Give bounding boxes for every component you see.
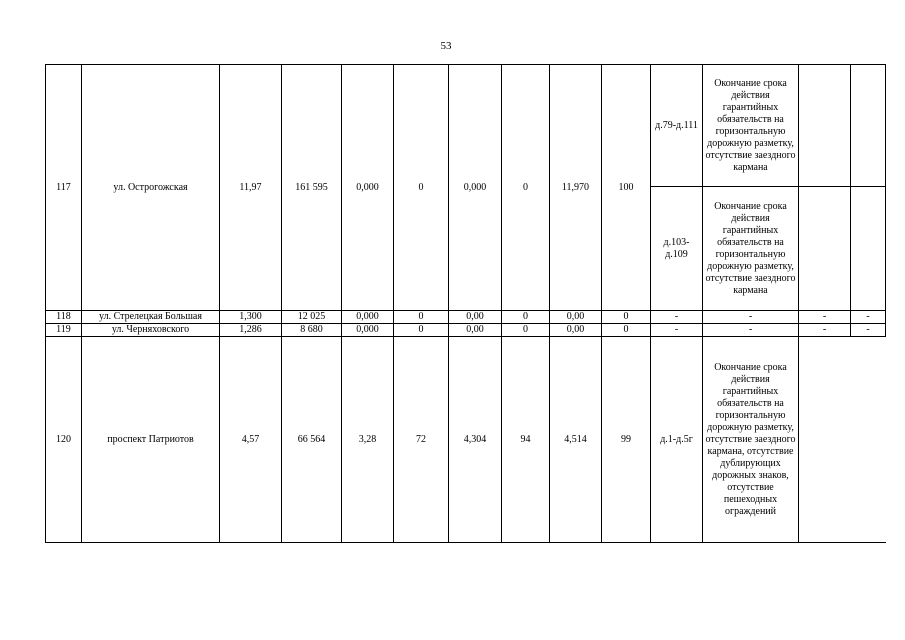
section-range: д.79-д.111 (651, 65, 703, 187)
cell-e1: - (799, 324, 851, 337)
cell-c6: 72 (394, 337, 449, 543)
row-number: 118 (46, 311, 82, 324)
remark-cell: Окончание срока действия гарантийных обязательств на горизонтальную дорожную разметку, отсутствие заездного кармана (703, 65, 799, 187)
cell-c7: 0,00 (449, 311, 502, 324)
cell-c7: 0,000 (449, 65, 502, 311)
cell-c3: 1,300 (220, 311, 282, 324)
cell-c4: 66 564 (282, 337, 342, 543)
cell-e2: - (851, 311, 886, 324)
section-range: д.103-д.109 (651, 187, 703, 311)
street-name: ул. Острогожская (82, 65, 220, 311)
table-row (46, 65, 886, 187)
cell-c9: 0,00 (550, 311, 602, 324)
cell-c4: 8 680 (282, 324, 342, 337)
cell-c4: 161 595 (282, 65, 342, 311)
section-range: - (651, 311, 703, 324)
cell-e1 (799, 187, 851, 311)
street-name: ул. Черняховского (82, 324, 220, 337)
cell-c8: 94 (502, 337, 550, 543)
street-name: проспект Патриотов (82, 337, 220, 543)
table-row (46, 311, 886, 324)
cell-e2 (851, 187, 886, 311)
cell-c8: 0 (502, 311, 550, 324)
cell-c3: 11,97 (220, 65, 282, 311)
remark-cell: - (703, 324, 799, 337)
cell-c5: 3,28 (342, 337, 394, 543)
cell-c10: 100 (602, 65, 651, 311)
section-range: - (651, 324, 703, 337)
cell-c10: 99 (602, 337, 651, 543)
cell-c10: 0 (602, 311, 651, 324)
cell-c3: 1,286 (220, 324, 282, 337)
cell-c7: 4,304 (449, 337, 502, 543)
cell-c4: 12 025 (282, 311, 342, 324)
cell-c5: 0,000 (342, 311, 394, 324)
cell-c9: 0,00 (550, 324, 602, 337)
cell-c6: 0 (394, 65, 449, 311)
cell-c9: 4,514 (550, 337, 602, 543)
cell-c5: 0,000 (342, 65, 394, 311)
remark-cell: Окончание срока действия гарантийных обязательств на горизонтальную дорожную разметку, отсутствие заездного кармана (703, 187, 799, 311)
cell-e1 (799, 337, 851, 543)
cell-c3: 4,57 (220, 337, 282, 543)
cell-c10: 0 (602, 324, 651, 337)
cell-e2 (851, 337, 886, 543)
table-row (46, 337, 886, 543)
section-range: д.1-д.5г (651, 337, 703, 543)
roads-table (45, 64, 886, 543)
row-number: 117 (46, 65, 82, 311)
cell-e2: - (851, 324, 886, 337)
row-number: 120 (46, 337, 82, 543)
cell-c6: 0 (394, 311, 449, 324)
cell-c8: 0 (502, 324, 550, 337)
remark-cell: Окончание срока действия гарантийных обязательств на горизонтальную дорожную разметку, отсутствие заездного кармана, отсутствие дублирующих дорожных знаков, отсутствие пешеходных ограждений (703, 337, 799, 543)
cell-e1 (799, 65, 851, 187)
row-number: 119 (46, 324, 82, 337)
cell-e1: - (799, 311, 851, 324)
remark-cell: - (703, 311, 799, 324)
cell-e2 (851, 65, 886, 187)
cell-c8: 0 (502, 65, 550, 311)
street-name: ул. Стрелецкая Большая (82, 311, 220, 324)
cell-c6: 0 (394, 324, 449, 337)
cell-c5: 0,000 (342, 324, 394, 337)
table-row (46, 324, 886, 337)
cell-c7: 0,00 (449, 324, 502, 337)
page-number: 53 (440, 40, 452, 52)
cell-c9: 11,970 (550, 65, 602, 311)
